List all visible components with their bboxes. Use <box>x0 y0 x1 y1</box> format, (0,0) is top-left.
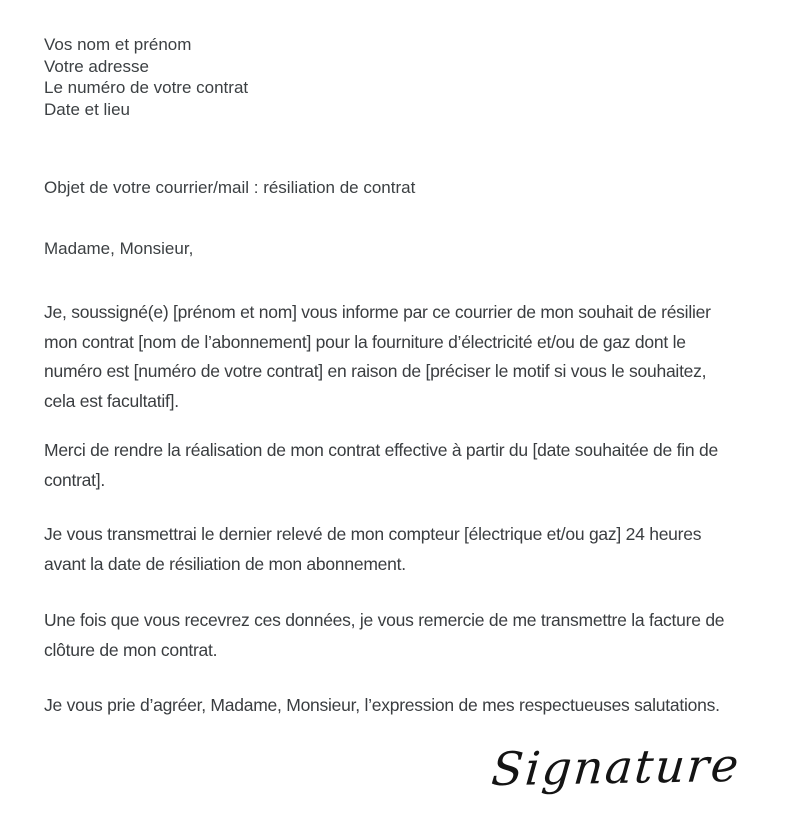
paragraph-line: clôture de mon contrat. <box>44 639 218 660</box>
paragraph-meter-reading <box>44 520 764 579</box>
paragraph-line: cela est facultatif]. <box>44 390 179 411</box>
sender-block <box>44 34 764 120</box>
signature-block <box>44 737 764 797</box>
sender-contract-number-line: Le numéro de votre contrat <box>44 78 249 97</box>
paragraph-line: avant la date de résiliation de mon abonnement. <box>44 553 406 574</box>
paragraph-line: contrat]. <box>44 469 105 490</box>
paragraph-line: numéro est [numéro de votre contrat] en raison de [préciser le motif si vous le souhaitez, <box>44 361 707 381</box>
paragraph-effective-date <box>44 436 764 495</box>
paragraph-termination-request <box>44 298 764 416</box>
paragraph-line: Merci de rendre la réalisation de mon contrat effective à partir du [date souhaitée de fin de <box>44 440 718 460</box>
paragraph-line: mon contrat [nom de l’abonnement] pour la fourniture d’électricité et/ou de gaz dont le <box>44 331 686 352</box>
paragraph-final-invoice <box>44 606 764 665</box>
sender-address-line: Votre adresse <box>44 56 149 76</box>
subject-line: Objet de votre courrier/mail : résiliation de contrat <box>44 178 416 197</box>
salutation-line: Madame, Monsieur, <box>44 239 194 258</box>
paragraph-line: Je vous transmettrai le dernier relevé de mon compteur [électrique et/ou gaz] 24 heures <box>44 524 702 544</box>
sender-name-line: Vos nom et prénom <box>44 35 192 54</box>
sender-date-place-line: Date et lieu <box>44 99 130 119</box>
signature-handwriting: Signature <box>489 737 743 796</box>
closing-line: Je vous prie d’agréer, Madame, Monsieur, l’expression de mes respectueuses salutations. <box>44 695 720 715</box>
paragraph-line: Une fois que vous recevrez ces données, je vous remercie de me transmettre la facture de <box>44 610 725 630</box>
paragraph-line: Je, soussigné(e) [prénom et nom] vous informe par ce courrier de mon souhait de résilier <box>44 302 711 322</box>
